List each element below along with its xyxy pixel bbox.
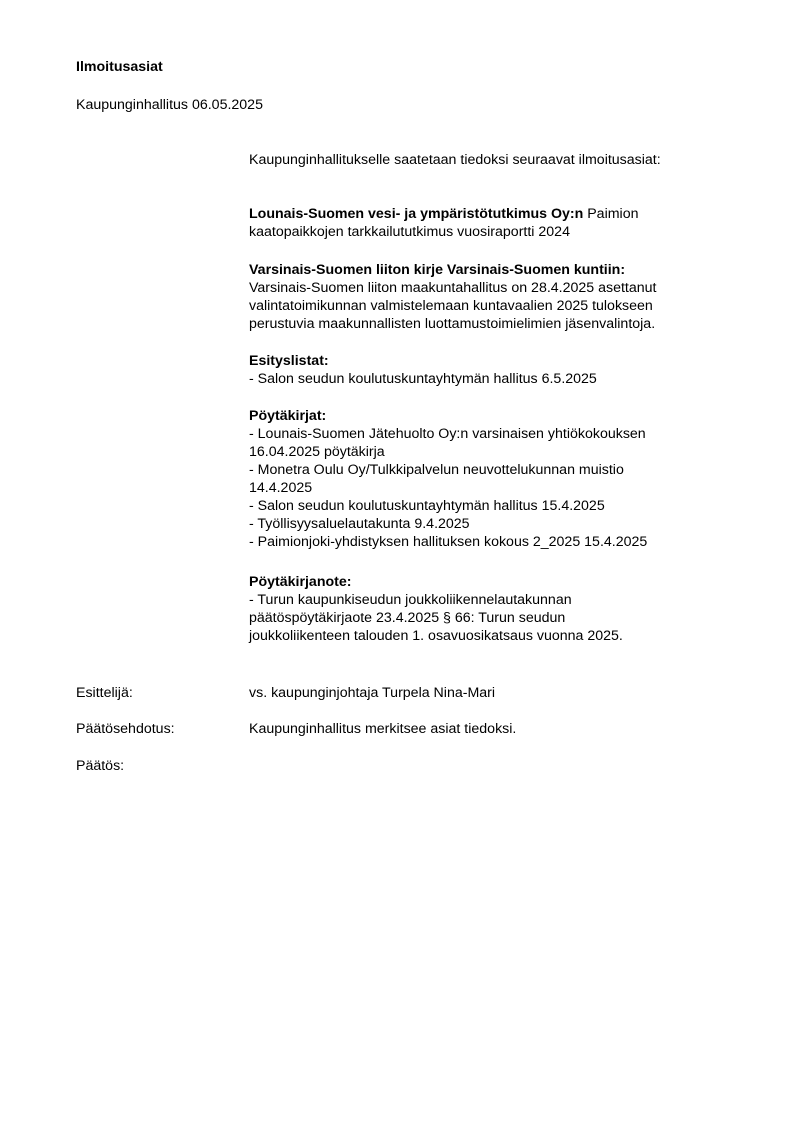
document-title: Ilmoitusasiat (76, 59, 163, 75)
presenter-value: vs. kaupunginjohtaja Turpela Nina-Mari (249, 685, 496, 701)
meeting-info: Kaupunginhallitus 06.05.2025 (76, 97, 263, 113)
section-line: valintatoimikunnan valmistelemaan kuntavaalien 2025 tulokseen (249, 298, 653, 314)
section-line: päätöspöytäkirjaote 23.4.2025 § 66: Turun seudun (249, 610, 566, 626)
notice-section-minutes (249, 407, 719, 551)
notice-section-agendas (249, 352, 719, 388)
presenter-label: Esittelijä: (76, 685, 133, 701)
section-heading: Esityslistat: (249, 353, 329, 369)
section-line: - Paimionjoki-yhdistyksen hallituksen kokous 2_2025 15.4.2025 (249, 534, 648, 550)
section-line: Varsinais-Suomen liiton maakuntahallitus on 28.4.2025 asettanut (249, 280, 657, 296)
section-heading: Pöytäkirjanote: (249, 574, 352, 590)
section-line: - Turun kaupunkiseudun joukkoliikennelautakunnan (249, 592, 572, 608)
notice-section-water-research (249, 205, 719, 241)
section-line: Paimion (587, 206, 639, 222)
section-heading: Pöytäkirjat: (249, 408, 327, 424)
section-line: 16.04.2025 pöytäkirja (249, 444, 385, 460)
section-line: 14.4.2025 (249, 480, 313, 496)
decision-label: Päätös: (76, 758, 125, 774)
section-line: - Työllisyysaluelautakunta 9.4.2025 (249, 516, 470, 532)
proposal-label: Päätösehdotus: (76, 721, 175, 737)
section-line: - Monetra Oulu Oy/Tulkkipalvelun neuvottelukunnan muistio (249, 462, 624, 478)
intro-text: Kaupunginhallitukselle saatetaan tiedoksi seuraavat ilmoitusasiat: (249, 152, 661, 168)
section-heading: Varsinais-Suomen liiton kirje Varsinais-Suomen kuntiin: (249, 262, 626, 278)
section-line: kaatopaikkojen tarkkailututkimus vuosiraportti 2024 (249, 224, 570, 240)
section-heading: Lounais-Suomen vesi- ja ympäristötutkimus Oy:n (249, 206, 584, 222)
notice-section-regional-letter (249, 261, 719, 333)
notice-section-minutes-extract (249, 573, 719, 645)
section-line: - Lounais-Suomen Jätehuolto Oy:n varsinaisen yhtiökokouksen (249, 426, 646, 442)
section-line: - Salon seudun koulutuskuntayhtymän hallitus 6.5.2025 (249, 371, 597, 387)
proposal-value: Kaupunginhallitus merkitsee asiat tiedoksi. (249, 721, 517, 737)
section-line: perustuvia maakunnallisten luottamustoimielimien jäsenvalintoja. (249, 316, 656, 332)
section-line: joukkoliikenteen talouden 1. osavuosikatsaus vuonna 2025. (249, 628, 623, 644)
section-line: - Salon seudun koulutuskuntayhtymän hallitus 15.4.2025 (249, 498, 605, 514)
